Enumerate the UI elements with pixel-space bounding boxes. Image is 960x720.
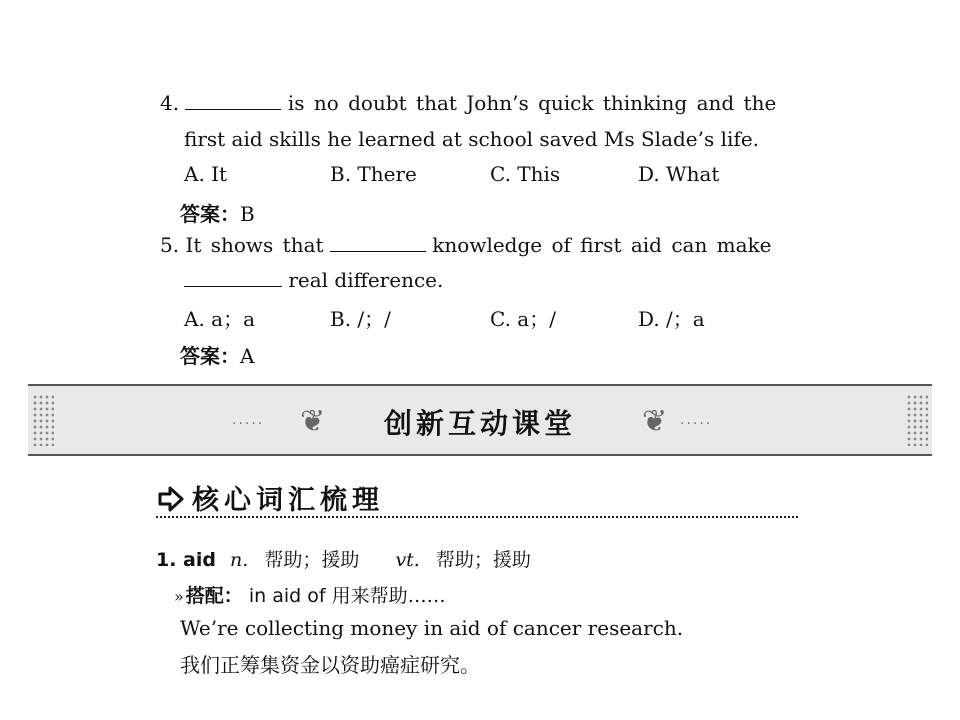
vocab-meaning: 帮助；援助 [435, 549, 531, 571]
answer-label: 答案： [180, 344, 240, 368]
answer-blank [184, 268, 282, 287]
section-banner [28, 384, 932, 456]
example-sentence-cn: 我们正筹集资金以资助癌症研究。 [180, 653, 480, 677]
option-c: C. This [490, 162, 561, 186]
option-a: A. a；a [184, 307, 256, 331]
example-sentence-en: We’re collecting money in aid of cancer research. [180, 616, 684, 640]
option-c: C. a；/ [490, 307, 556, 331]
swirl-ornament-icon: ❦ [300, 404, 326, 439]
banner-title: 创新互动课堂 [383, 407, 576, 440]
dotted-trail-right: ····· [680, 416, 713, 432]
question-4-line-1 [160, 91, 776, 115]
arrow-right-icon [156, 485, 186, 513]
answer-value: B [240, 202, 255, 226]
collocation-line [174, 581, 446, 608]
vocab-word: 1. aid [156, 549, 216, 571]
question-text: is no doubt that John’s quick thinking and the [287, 91, 777, 115]
answer-blank [185, 91, 281, 110]
option-b: B. There [330, 162, 417, 186]
collocation-meaning: 用来帮助…… [331, 585, 446, 607]
question-4-line-2: first aid skills he learned at school saved Ms Slade’s life. [184, 127, 760, 151]
answer-blank [330, 233, 426, 252]
vocab-meaning: 帮助；援助 [264, 549, 360, 571]
collocation-phrase: in aid of [248, 585, 326, 607]
question-number: 5. [160, 233, 180, 257]
dotted-trail-left: ····· [232, 416, 265, 432]
answer-value: A [240, 344, 255, 368]
swirl-ornament-icon: ❦ [642, 404, 668, 439]
answer-line [180, 340, 254, 369]
part-of-speech: n. [230, 549, 249, 571]
section-heading [156, 478, 384, 517]
option-d: D. /；a [638, 307, 705, 331]
section-title: 核心词汇梳理 [192, 485, 384, 516]
collocation-label: 搭配： [185, 585, 243, 607]
option-b: B. /；/ [330, 307, 391, 331]
question-5-line-1 [160, 233, 772, 257]
answer-label: 答案： [180, 202, 240, 226]
question-text: real difference. [288, 268, 444, 292]
option-a: A. It [184, 162, 228, 186]
question-text: knowledge of first aid can make [432, 233, 772, 257]
question-number: 4. [160, 91, 180, 115]
part-of-speech: vt. [395, 549, 420, 571]
answer-line [180, 198, 255, 227]
vocab-entry-header [156, 545, 531, 572]
option-d: D. What [638, 162, 720, 186]
double-chevron-icon: » [174, 587, 184, 606]
question-text: It shows that [185, 233, 324, 257]
question-5-line-2 [184, 268, 443, 292]
dotted-divider [156, 516, 798, 518]
